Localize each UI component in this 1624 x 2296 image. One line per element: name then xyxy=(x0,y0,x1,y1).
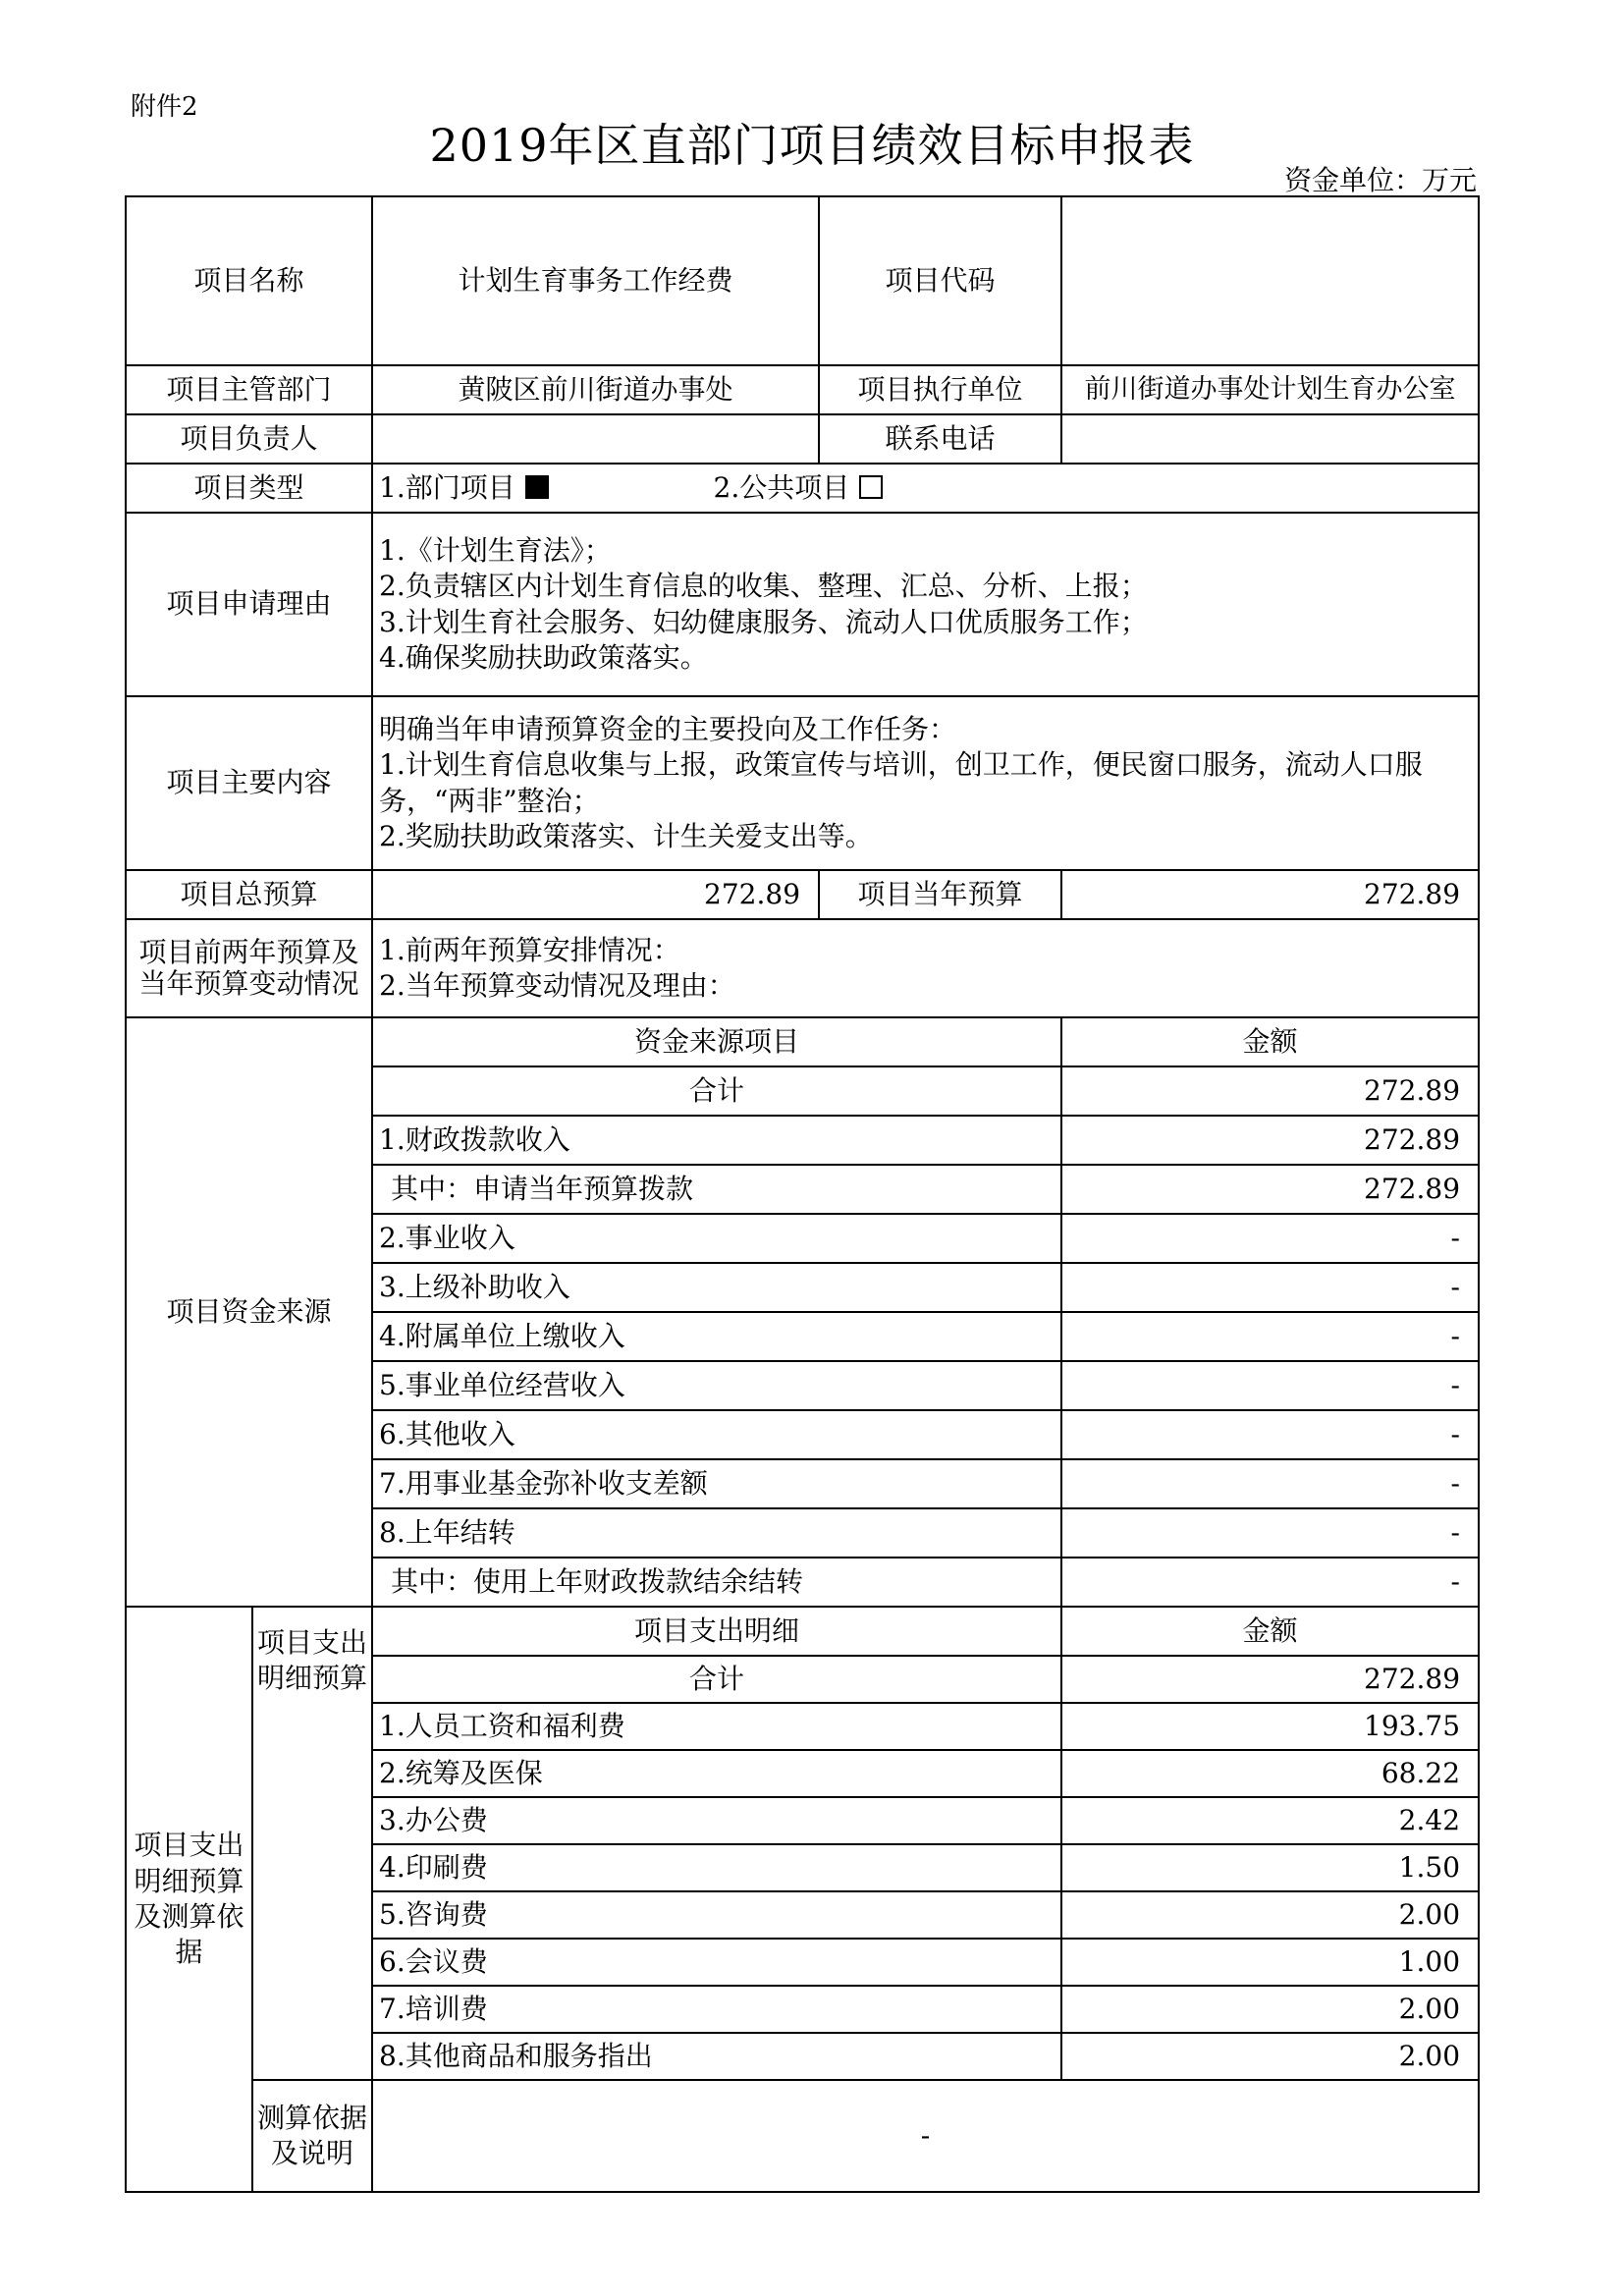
exec-label: 项目执行单位 xyxy=(819,365,1061,414)
type-option-public: 2.公共项目 xyxy=(713,470,850,504)
expense-header-item: 项目支出明细 xyxy=(372,1607,1061,1656)
funding-amount: - xyxy=(1061,1263,1479,1312)
expense-item: 7.培训费 xyxy=(372,1986,1061,2033)
expense-inner-label: 项目支出明细预算 xyxy=(252,1607,372,2080)
row-basis xyxy=(126,2080,1479,2192)
funding-amount: - xyxy=(1061,1459,1479,1508)
change-line: 1.前两年预算安排情况： xyxy=(379,933,680,966)
attachment-label: 附件2 xyxy=(131,92,198,122)
change-text xyxy=(372,919,1479,1017)
funding-header-row xyxy=(126,1017,1479,1066)
expense-item: 3.办公费 xyxy=(372,1797,1061,1844)
expense-amount: 2.00 xyxy=(1061,1891,1479,1939)
row-type xyxy=(126,464,1479,513)
type-option-dept: 1.部门项目 xyxy=(379,470,515,504)
expense-amount: 272.89 xyxy=(1061,1656,1479,1703)
funding-item: 1.财政拨款收入 xyxy=(372,1116,1061,1165)
expense-item: 8.其他商品和服务指出 xyxy=(372,2033,1061,2080)
expense-item: 6.会议费 xyxy=(372,1939,1061,1986)
row-content xyxy=(126,696,1479,870)
phone-value xyxy=(1061,414,1479,464)
current-budget-value: 272.89 xyxy=(1061,870,1479,919)
expense-amount: 1.00 xyxy=(1061,1939,1479,1986)
funding-amount: - xyxy=(1061,1410,1479,1459)
funding-amount: - xyxy=(1061,1361,1479,1410)
project-form-table xyxy=(125,195,1480,2193)
project-code-label: 项目代码 xyxy=(819,196,1061,365)
dept-value: 黄陂区前川街道办事处 xyxy=(372,365,819,414)
current-budget-label: 项目当年预算 xyxy=(819,870,1061,919)
expense-item: 4.印刷费 xyxy=(372,1844,1061,1891)
expense-item: 1.人员工资和福利费 xyxy=(372,1703,1061,1750)
funding-amount: - xyxy=(1061,1214,1479,1263)
phone-label: 联系电话 xyxy=(819,414,1061,464)
row-dept xyxy=(126,365,1479,414)
expense-amount: 68.22 xyxy=(1061,1750,1479,1797)
funding-amount: 272.89 xyxy=(1061,1066,1479,1116)
checkbox-dept-checked[interactable] xyxy=(525,475,549,499)
expense-item: 5.咨询费 xyxy=(372,1891,1061,1939)
funding-item: 2.事业收入 xyxy=(372,1214,1061,1263)
content-text xyxy=(372,696,1479,870)
total-budget-label: 项目总预算 xyxy=(126,870,372,919)
expense-amount: 2.00 xyxy=(1061,1986,1479,2033)
expense-amount: 193.75 xyxy=(1061,1703,1479,1750)
change-line: 2.当年预算变动情况及理由： xyxy=(379,969,735,1002)
funding-header-item: 资金来源项目 xyxy=(372,1017,1061,1066)
expense-item: 2.统筹及医保 xyxy=(372,1750,1061,1797)
dept-label: 项目主管部门 xyxy=(126,365,372,414)
expense-outer-label: 项目支出明细预算及测算依据 xyxy=(126,1607,252,2192)
expense-amount: 2.00 xyxy=(1061,2033,1479,2080)
row-manager xyxy=(126,414,1479,464)
expense-amount: 2.42 xyxy=(1061,1797,1479,1844)
project-code-value xyxy=(1061,196,1479,365)
funding-amount: - xyxy=(1061,1508,1479,1558)
content-label: 项目主要内容 xyxy=(126,696,372,870)
project-name-value: 计划生育事务工作经费 xyxy=(372,196,819,365)
page-title: 2019年区直部门项目绩效目标申报表 xyxy=(429,119,1195,172)
total-budget-value: 272.89 xyxy=(372,870,819,919)
project-name-label: 项目名称 xyxy=(126,196,372,365)
funding-item: 3.上级补助收入 xyxy=(372,1263,1061,1312)
basis-value: - xyxy=(372,2080,1479,2192)
row-budget xyxy=(126,870,1479,919)
funding-item: 其中：申请当年预算拨款 xyxy=(372,1165,1061,1214)
funding-item: 4.附属单位上缴收入 xyxy=(372,1312,1061,1361)
checkbox-public-unchecked[interactable] xyxy=(859,475,883,499)
type-options xyxy=(372,464,1479,513)
basis-label: 测算依据及说明 xyxy=(252,2080,372,2192)
content-line: 2.奖励扶助政策落实、计生关爱支出等。 xyxy=(379,819,873,852)
manager-label: 项目负责人 xyxy=(126,414,372,464)
funding-amount: - xyxy=(1061,1312,1479,1361)
exec-value: 前川街道办事处计划生育办公室 xyxy=(1061,365,1479,414)
reason-line: 3.计划生育社会服务、妇幼健康服务、流动人口优质服务工作； xyxy=(379,605,1148,638)
reason-label: 项目申请理由 xyxy=(126,513,372,696)
reason-line: 2.负责辖区内计划生育信息的收集、整理、汇总、分析、上报； xyxy=(379,570,1148,603)
row-project-name xyxy=(126,196,1479,365)
expense-header-amount: 金额 xyxy=(1061,1607,1479,1656)
expense-amount: 1.50 xyxy=(1061,1844,1479,1891)
manager-value xyxy=(372,414,819,464)
funding-item: 5.事业单位经营收入 xyxy=(372,1361,1061,1410)
funding-item: 其中：使用上年财政拨款结余结转 xyxy=(372,1558,1061,1607)
funding-amount: 272.89 xyxy=(1061,1165,1479,1214)
currency-unit: 资金单位：万元 xyxy=(1283,164,1477,196)
funding-amount: 272.89 xyxy=(1061,1116,1479,1165)
funding-item: 合计 xyxy=(372,1066,1061,1116)
row-change xyxy=(126,919,1479,1017)
reason-line: 4.确保奖励扶助政策落实。 xyxy=(379,640,708,674)
funding-item: 6.其他收入 xyxy=(372,1410,1061,1459)
funding-header-amount: 金额 xyxy=(1061,1017,1479,1066)
reason-text xyxy=(372,513,1479,696)
type-label: 项目类型 xyxy=(126,464,372,513)
content-line: 1.计划生育信息收集与上报，政策宣传与培训，创卫工作，便民窗口服务，流动人口服务，“两非”整治； xyxy=(379,748,1423,817)
row-reason xyxy=(126,513,1479,696)
expense-header-row xyxy=(126,1607,1479,1656)
funding-label: 项目资金来源 xyxy=(126,1017,372,1607)
funding-item: 8.上年结转 xyxy=(372,1508,1061,1558)
funding-item: 7.用事业基金弥补收支差额 xyxy=(372,1459,1061,1508)
funding-amount: - xyxy=(1061,1558,1479,1607)
reason-line: 1.《计划生育法》； xyxy=(379,533,612,567)
change-label: 项目前两年预算及当年预算变动情况 xyxy=(126,919,372,1017)
expense-item: 合计 xyxy=(372,1656,1061,1703)
content-line: 明确当年申请预算资金的主要投向及工作任务： xyxy=(379,712,957,745)
